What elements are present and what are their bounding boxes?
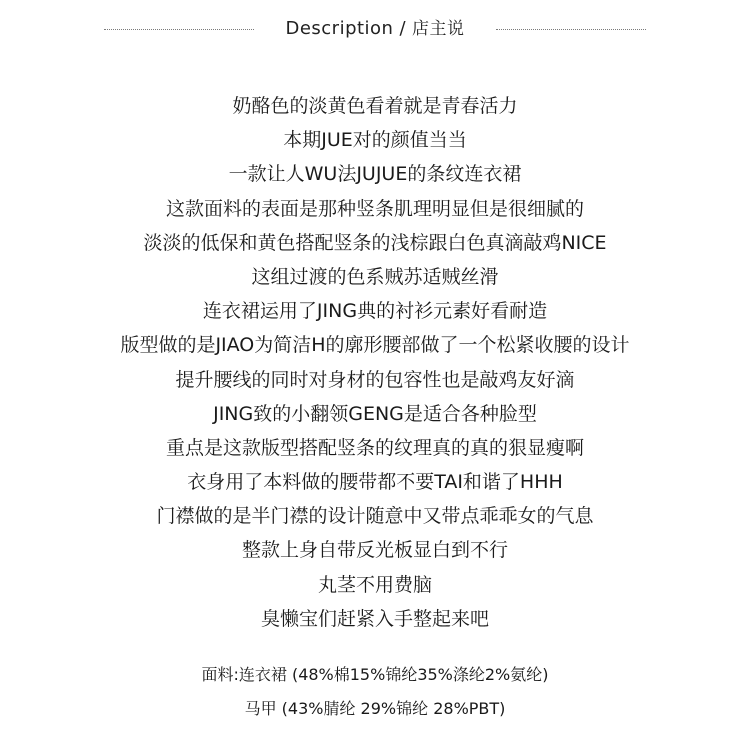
description-line: 重点是这款版型搭配竖条的纹理真的真的狠显瘦啊 (165, 436, 584, 459)
dotted-divider-right (496, 29, 646, 30)
material-dress-composition: 面料:连衣裙 (48%棉15%锦纶35%涤纶2%氨纶) (201, 665, 549, 684)
description-line: 这款面料的表面是那种竖条肌理明显但是很细腻的 (165, 197, 584, 220)
section-title-en: Description (285, 18, 394, 39)
description-text (0, 89, 750, 636)
description-line: 奶酪色的淡黄色看着就是青春活力 (232, 95, 518, 117)
description-line: 淡淡的低保和黄色搭配竖条的浅棕跟白色真滴敲鸡NICE (143, 231, 607, 254)
description-line: 提升腰线的同时对身材的包容性也是敲鸡友好滴 (175, 368, 575, 391)
description-line: 臭懒宝们赶紧入手整起来吧 (260, 607, 489, 630)
description-line: 一款让人WU法JUJUE的条纹连衣裙 (228, 163, 522, 186)
description-line: 丸茎不用费脑 (317, 573, 432, 596)
description-line: 整款上身自带反光板显白到不行 (241, 539, 508, 562)
section-title-cn: 店主说 (412, 19, 465, 39)
description-line: 版型做的是JIAO为简洁H的廓形腰部做了一个松紧收腰的设计 (120, 334, 630, 357)
description-line: 门襟做的是半门襟的设计随意中又带点乖乖女的气息 (156, 505, 594, 528)
material-specs (0, 658, 750, 726)
description-line: 连衣裙运用了JING典的衬衫元素好看耐造 (202, 300, 548, 323)
description-line: 衣身用了本料做的腰带都不要TAI和谐了HHH (187, 471, 563, 494)
description-line: 这组过渡的色系贼苏适贼丝滑 (251, 265, 499, 288)
title-separator: / (399, 18, 407, 39)
description-line: 本期JUE对的颜值当当 (283, 129, 467, 152)
description-line: JING致的小翻领GENG是适合各种脸型 (213, 402, 537, 425)
section-header (0, 14, 750, 44)
material-vest-composition: 马甲 (43%腈纶 29%锦纶 28%PBT) (244, 699, 506, 718)
